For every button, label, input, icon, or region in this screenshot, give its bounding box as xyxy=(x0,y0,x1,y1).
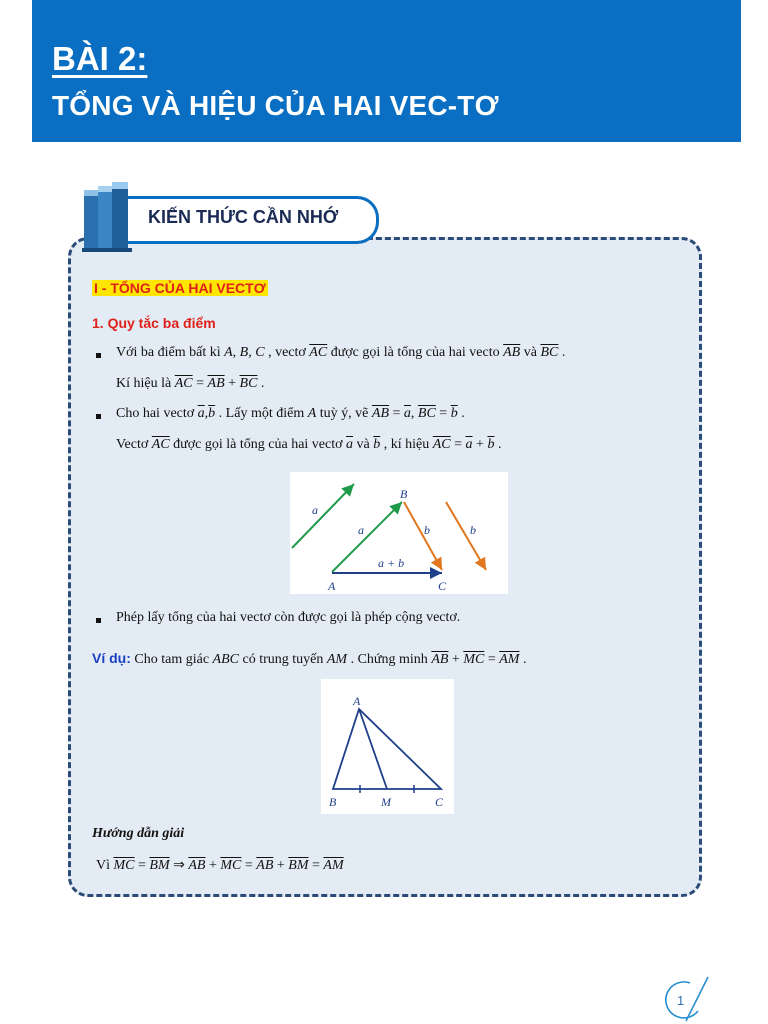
bullet-marker xyxy=(96,353,101,358)
label-a-free: a xyxy=(312,503,318,517)
text-line-2: Kí hiệu là $\overline{AC} = \overline{AB} + \overline{BC}$ . xyxy=(116,376,265,391)
label-sum: a + b xyxy=(378,556,405,570)
text-line-4: Vectơ $\overline{AC}$ được gọi là tổng của hai vectơ $\overline{a}$ và $\overline{b}$ , kí hiệu $\overline{AC} = \overline{a} + \overline{b}$ . xyxy=(116,437,502,452)
point-a: A xyxy=(353,694,361,708)
vector-b-free xyxy=(446,502,486,570)
vector-bc xyxy=(404,502,442,570)
label-a: a xyxy=(358,523,364,537)
label-b-free: b xyxy=(470,523,476,537)
books-icon xyxy=(80,180,136,254)
point-m: M xyxy=(381,795,391,809)
text-line-1: Với ba điểm bất kì A, B, C , vectơ $\overline{AC}$ được gọi là tổng của hai vecto $\overline{AB}$ và $\overline{BC}$ . xyxy=(116,345,566,360)
section-title: I - TỔNG CỦA HAI VECTƠ xyxy=(94,280,266,296)
text-line-3: Cho hai vectơ $\overline{a},\overline{b}$ . Lấy một điểm A tuỳ ý, vẽ $\overline{AB} = \overline{a}$, $\overline{BC} = \overline{b}$ . xyxy=(116,406,465,421)
vector-sum-figure xyxy=(290,472,508,594)
point-b: B xyxy=(329,795,337,809)
example-line: Ví dụ: Cho tam giác ABC có trung tuyến AM . Chứng minh $\overline{AB} + \overline{MC} = \overline{AM}$ . xyxy=(92,650,527,667)
label-b: b xyxy=(424,523,430,537)
point-c: C xyxy=(438,579,447,593)
tab-label: KIẾN THỨC CẦN NHỚ xyxy=(148,207,339,227)
page-number-badge xyxy=(660,975,712,1023)
bullet-marker xyxy=(96,414,101,419)
median-am xyxy=(359,709,387,789)
lesson-title: TỔNG VÀ HIỆU CỦA HAI VEC-TƠ xyxy=(52,90,499,121)
page-number: 1 xyxy=(677,993,685,1008)
point-a: A xyxy=(328,579,336,593)
text-line-5: Phép lấy tổng của hai vectơ còn được gọi là phép cộng vectơ. xyxy=(116,610,461,625)
bullet-marker xyxy=(96,618,101,623)
vector-a-free xyxy=(292,484,354,548)
solution-line: Vì $\overline{MC} = \overline{BM}$ ⇒ $\overline{AB} + \overline{MC} = \overline{AB} + \overline{BM} = \overline{AM}$ xyxy=(96,858,344,873)
subsection-title: 1. Quy tắc ba điểm xyxy=(92,315,216,331)
triangle-figure xyxy=(321,679,454,814)
point-b: B xyxy=(400,487,408,501)
lesson-number: BÀI 2: xyxy=(52,40,148,77)
solution-heading: Hướng dẫn giải xyxy=(92,826,185,841)
triangle-abc xyxy=(333,709,441,789)
point-c: C xyxy=(435,795,444,809)
